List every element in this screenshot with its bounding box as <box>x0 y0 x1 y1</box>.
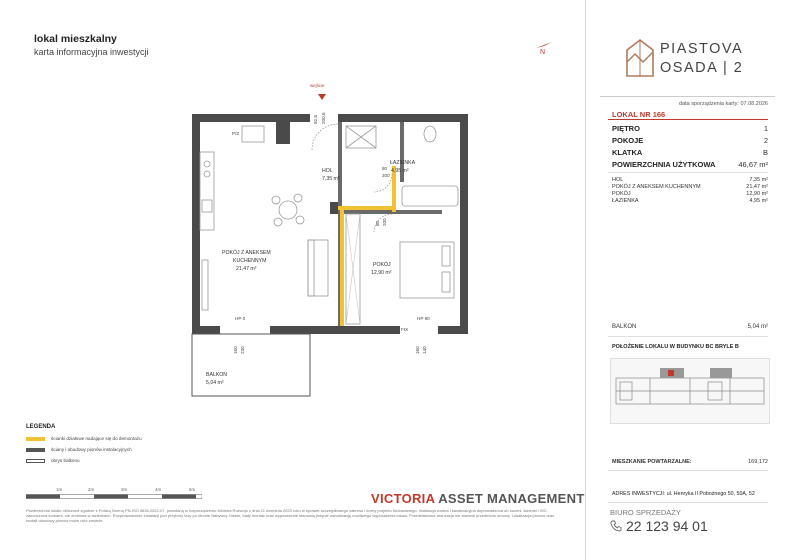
room-row-label: HOL <box>612 177 624 183</box>
legend-item-text: ścianki działowe nadające się do demontażu <box>51 436 142 441</box>
fridge-icon <box>242 126 264 142</box>
rooms-rule <box>608 172 768 173</box>
investment-address: ADRES INWESTYCJI: ul. Henryka II Pobożnego 50, 50A, 52 <box>612 491 755 497</box>
brand-name-line2: OSADA | 2 <box>660 60 744 76</box>
company-name-1: VICTORIA <box>371 491 435 506</box>
inner-wall-hall-bath <box>338 122 342 206</box>
window-dim-2a: 160 <box>415 346 420 354</box>
room-row-value: 4,95 m² <box>749 198 768 204</box>
lokal-number: LOKAL NR 166 <box>612 110 666 119</box>
legend-swatch-outline <box>26 459 45 463</box>
brand-name-line1: PIASTOVA <box>660 41 744 57</box>
installation-shaft <box>276 122 290 144</box>
powtarzalne-row <box>612 459 768 465</box>
disclaimer-text: Powierzchnia lokalu obliczona zgodnie z Polską Normą PN-ISO 9836:2022-07, powołaną w rozporządzeniu Ministra Rozwoju z dnia 11 września 2020 roku w sprawie szczegółowego zakresu i formy projektu budowlanego. Instalacja wodna i kanalizacyjna doprowadzona do kuchni, łazienki i WC, zakończona korkami, nie zrobiona w łazienkach. Rozprowadzenie instalacji pod przybory leży po stronie Nabywcy. Meble, biały montaż oraz wyposażenie stanowią jedynie wizualizację możliwego wyposażenia lokalu. Przedstawiona aranżacja nie stanowi przedmiotu umowy. Lokalizacja pionów oraz kształt obudowy pionów może ulec zmianie. <box>26 508 555 524</box>
row-label: KLATKA <box>612 148 643 157</box>
entrance-label: wejście <box>310 83 325 88</box>
north-arrow-icon <box>534 38 554 56</box>
window-label-hp90: HP 90 <box>417 316 430 321</box>
room-row <box>612 191 768 197</box>
room-area-hol: 7,35 m² <box>322 176 340 182</box>
company-name-2: ASSET MANAGEMENT <box>434 491 585 506</box>
page-title: lokal mieszkalny <box>34 33 117 45</box>
building-position-label: POŁOŻENIE LOKALU W BUDYNKU BC BRYLE B <box>612 344 739 350</box>
door-dim-room-2: 200 <box>382 218 387 226</box>
legend-item-text: obrys balkonu <box>51 458 80 463</box>
sink-icon <box>202 200 212 212</box>
lokal-rule <box>608 119 768 120</box>
door-dim-bath-2: 200 <box>382 173 390 178</box>
vertical-divider <box>585 0 586 560</box>
card-date: data sporządzenia karty: 07.08.2026 <box>679 101 768 107</box>
balkon-rule <box>608 336 768 337</box>
row-label: POKOJE <box>612 136 644 145</box>
row-klatka <box>612 148 768 157</box>
phone-icon <box>610 520 622 532</box>
phone-number[interactable]: 22 123 94 01 <box>626 518 708 534</box>
window-dim-2b: 140 <box>422 346 427 354</box>
brand-logo-icon <box>625 38 655 78</box>
door-swing-entrance <box>312 124 338 150</box>
svg-text:N: N <box>540 49 546 56</box>
legend-swatch-yellow <box>26 437 45 441</box>
room-row-label: POKÓJ Z ANEKSEM KUCHENNYM <box>612 184 701 190</box>
scale-bar <box>26 494 202 499</box>
door-dim-bath-1: 80 <box>382 166 388 171</box>
scale-label: 2m <box>88 487 95 492</box>
window-label-hp0: HP 0 <box>235 316 246 321</box>
door-dim-room-1: 80 <box>375 220 380 226</box>
scale-label: 4m <box>155 487 162 492</box>
company-logo <box>371 491 585 506</box>
building-minimap <box>610 358 770 424</box>
room-row <box>612 177 768 183</box>
row-pietro <box>612 124 768 133</box>
window-opening-1 <box>220 326 270 334</box>
window-dim-1a: 160 <box>233 346 238 354</box>
legend-swatch-dark <box>26 448 45 452</box>
room-area-pokoj: 12,90 m² <box>371 270 392 276</box>
legend-item-text: ściany i obudowy pionów instalacyjnych <box>51 447 132 452</box>
kitchen-counter <box>200 152 214 230</box>
toilet-icon <box>424 126 436 142</box>
room-row-value: 7,35 m² <box>749 177 768 183</box>
room-row <box>612 198 768 204</box>
demountable-wall-3 <box>340 210 344 326</box>
powtarzalne-value: 169,172 <box>748 459 768 465</box>
dining-table-icon <box>272 194 304 226</box>
entrance-arrow-icon <box>318 94 326 100</box>
row-value: 46,67 m² <box>738 160 768 169</box>
balkon-row <box>612 324 768 330</box>
scale-label: 5m <box>189 487 196 492</box>
room-label-pokoj: POKÓJ <box>373 262 391 268</box>
brand-divider <box>600 96 775 97</box>
room-row-label: POKÓJ <box>612 191 631 197</box>
door-dim-main-2: 200,6 <box>321 112 326 124</box>
room-label-aneks-1: POKÓJ Z ANEKSEM <box>222 250 271 256</box>
legend-item <box>26 436 142 441</box>
room-label-aneks-2: KUCHENNYM <box>233 258 267 264</box>
scale-label: 1m <box>56 487 63 492</box>
row-value: B <box>762 148 768 157</box>
room-area-aneks: 21,47 m² <box>236 266 257 272</box>
window-dim-1b: 230 <box>240 346 245 354</box>
room-row-value: 21,47 m² <box>746 184 768 190</box>
outer-wall-right <box>460 114 468 334</box>
page-subtitle: karta informacyjna inwestycji <box>34 47 149 57</box>
legend-item <box>26 458 80 463</box>
balkon-value: 5,04 m² <box>747 324 768 330</box>
row-pokoje <box>612 136 768 145</box>
room-label-lazienka: ŁAZIENKA <box>390 160 416 166</box>
room-row-value: 12,90 m² <box>746 191 768 197</box>
sofa-icon <box>308 240 328 296</box>
demountable-wall-2 <box>338 206 396 210</box>
hob-icon <box>204 161 210 167</box>
room-row <box>612 184 768 190</box>
floor-plan <box>180 90 480 400</box>
balcony-outline <box>192 334 310 396</box>
row-label: PIĘTRO <box>612 124 640 133</box>
row-powierzchnia <box>612 160 768 169</box>
sales-office-label: BIURO SPRZEDAŻY <box>610 508 681 517</box>
room-row-label: ŁAZIENKA <box>612 198 639 204</box>
window-label-fix: FIX <box>401 327 409 332</box>
room-label-balkon: BALKON <box>206 372 228 378</box>
scale-label: 3m <box>121 487 128 492</box>
pz-label: P/Z <box>232 131 240 136</box>
outer-wall-left <box>192 114 200 334</box>
powtarzalne-label: MIESZKANIE POWTARZALNE: <box>612 459 692 465</box>
bed-icon <box>400 242 454 298</box>
balkon-label: BALKON <box>612 324 637 330</box>
row-value: 1 <box>763 124 768 133</box>
room-label-hol: HOL <box>322 168 333 174</box>
legend-item <box>26 447 132 452</box>
bathtub-icon <box>402 186 458 206</box>
row-value: 2 <box>763 136 768 145</box>
room-area-lazienka: 4,95 m² <box>391 168 409 174</box>
legend-title: LEGENDA <box>26 424 56 430</box>
tv-cabinet-icon <box>202 260 208 310</box>
row-label: POWIERZCHNIA UŻYTKOWA <box>612 160 716 169</box>
address-rule <box>608 502 768 503</box>
powtarzalne-rule <box>608 470 768 471</box>
room-area-balkon: 5,04 m² <box>206 380 224 386</box>
door-dim-main-1: 92,8 <box>313 115 318 124</box>
